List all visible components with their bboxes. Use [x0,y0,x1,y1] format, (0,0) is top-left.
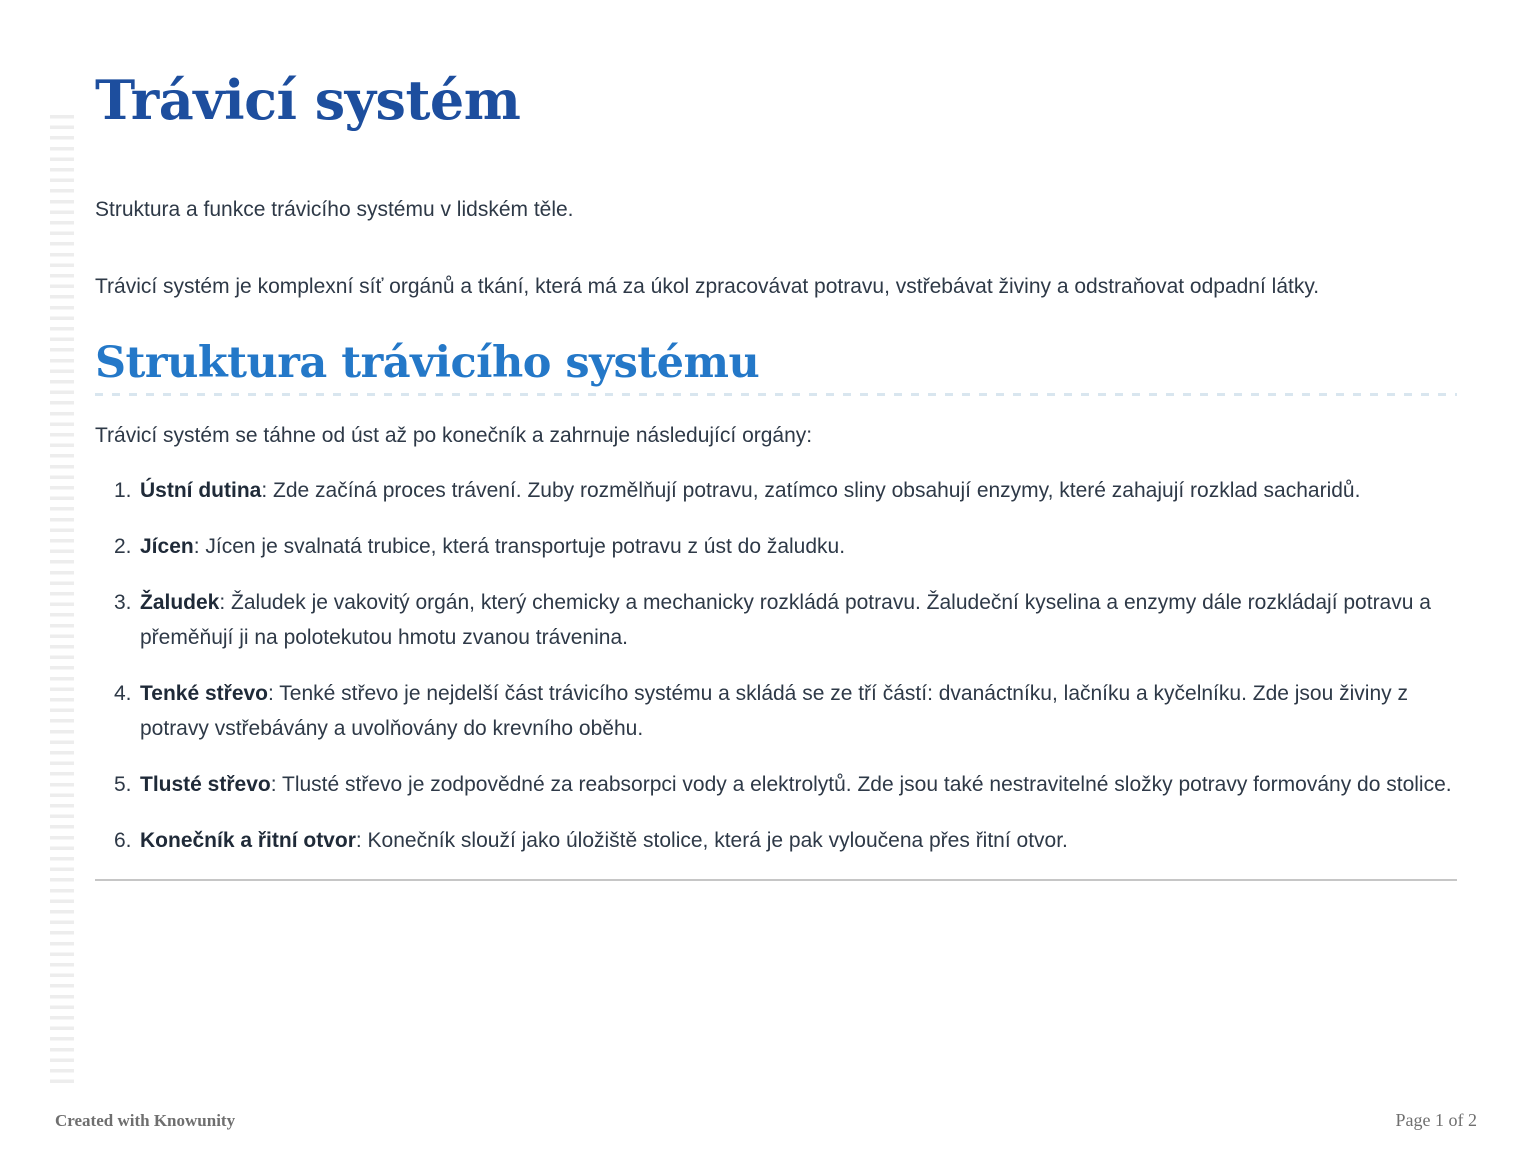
list-item-number: 6. [114,829,132,852]
list-lead-paragraph: Trávicí systém se táhne od úst až po konečník a zahrnuje následující orgány: [95,424,813,447]
created-with-label: Created with Knowunity [55,1111,236,1130]
page-number-label: Page 1 of 2 [1395,1110,1477,1130]
organ-term: Tlusté střevo [140,773,271,796]
organ-description: : Žaludek je vakovitý orgán, který chemicky a mechanicky rozkládá potravu. Žaludeční kyselina a enzymy dále rozkládají potravu a přeměňují ji na polotekutou hmotu zvanou trávenina. [140,591,1431,649]
list-item [114,585,1457,655]
list-item [114,676,1457,746]
organ-term: Ústní dutina [140,479,262,502]
page-footer [55,1110,1477,1131]
organ-description: : Tlusté střevo je zodpovědné za reabsorpci vody a elektrolytů. Zde jsou také nestravitelné složky potravy formovány do stolice. [270,773,1452,796]
page-title: Trávicí systém [95,68,521,132]
list-item [114,473,1457,508]
organ-term: Jícen [140,535,194,558]
organ-term: Konečník a řitní otvor [140,829,356,852]
document-page [0,70,1527,881]
organ-term: Tenké střevo [140,682,268,705]
organ-description: : Tenké střevo je nejdelší část trávicího systému a skládá se ze tří částí: dvanáctníku, lačníku a kyčelníku. Zde jsou živiny z potravy vstřebávány a uvolňovány do krevního oběhu. [140,682,1408,740]
list-item-number: 5. [114,773,132,796]
organ-description: : Zde začíná proces trávení. Zuby rozmělňují potravu, zatímco sliny obsahují enzymy, které zahajují rozklad sacharidů. [261,479,1361,502]
intro-paragraph: Trávicí systém je komplexní síť orgánů a tkání, která má za úkol zpracovávat potravu, vstřebávat živiny a odstraňovat odpadní látky. [95,275,1320,298]
list-item-number: 4. [114,682,132,705]
list-item [114,767,1457,802]
organ-description: : Jícen je svalnatá trubice, která transportuje potravu z úst do žaludku. [193,535,846,558]
list-item [114,823,1457,858]
organ-description: : Konečník slouží jako úložiště stolice, která je pak vyloučena přes řitní otvor. [355,829,1068,852]
section-heading: Struktura trávicího systému [95,338,760,388]
organ-list [95,473,1457,858]
list-item [114,529,1457,564]
organ-term: Žaludek [140,591,220,614]
list-item-number: 1. [114,479,132,502]
list-item-number: 3. [114,591,132,614]
section-dashed-divider [95,393,1457,396]
document-subtitle: Struktura a funkce trávicího systému v lidském těle. [95,198,574,221]
list-item-number: 2. [114,535,132,558]
bottom-divider [95,879,1457,881]
